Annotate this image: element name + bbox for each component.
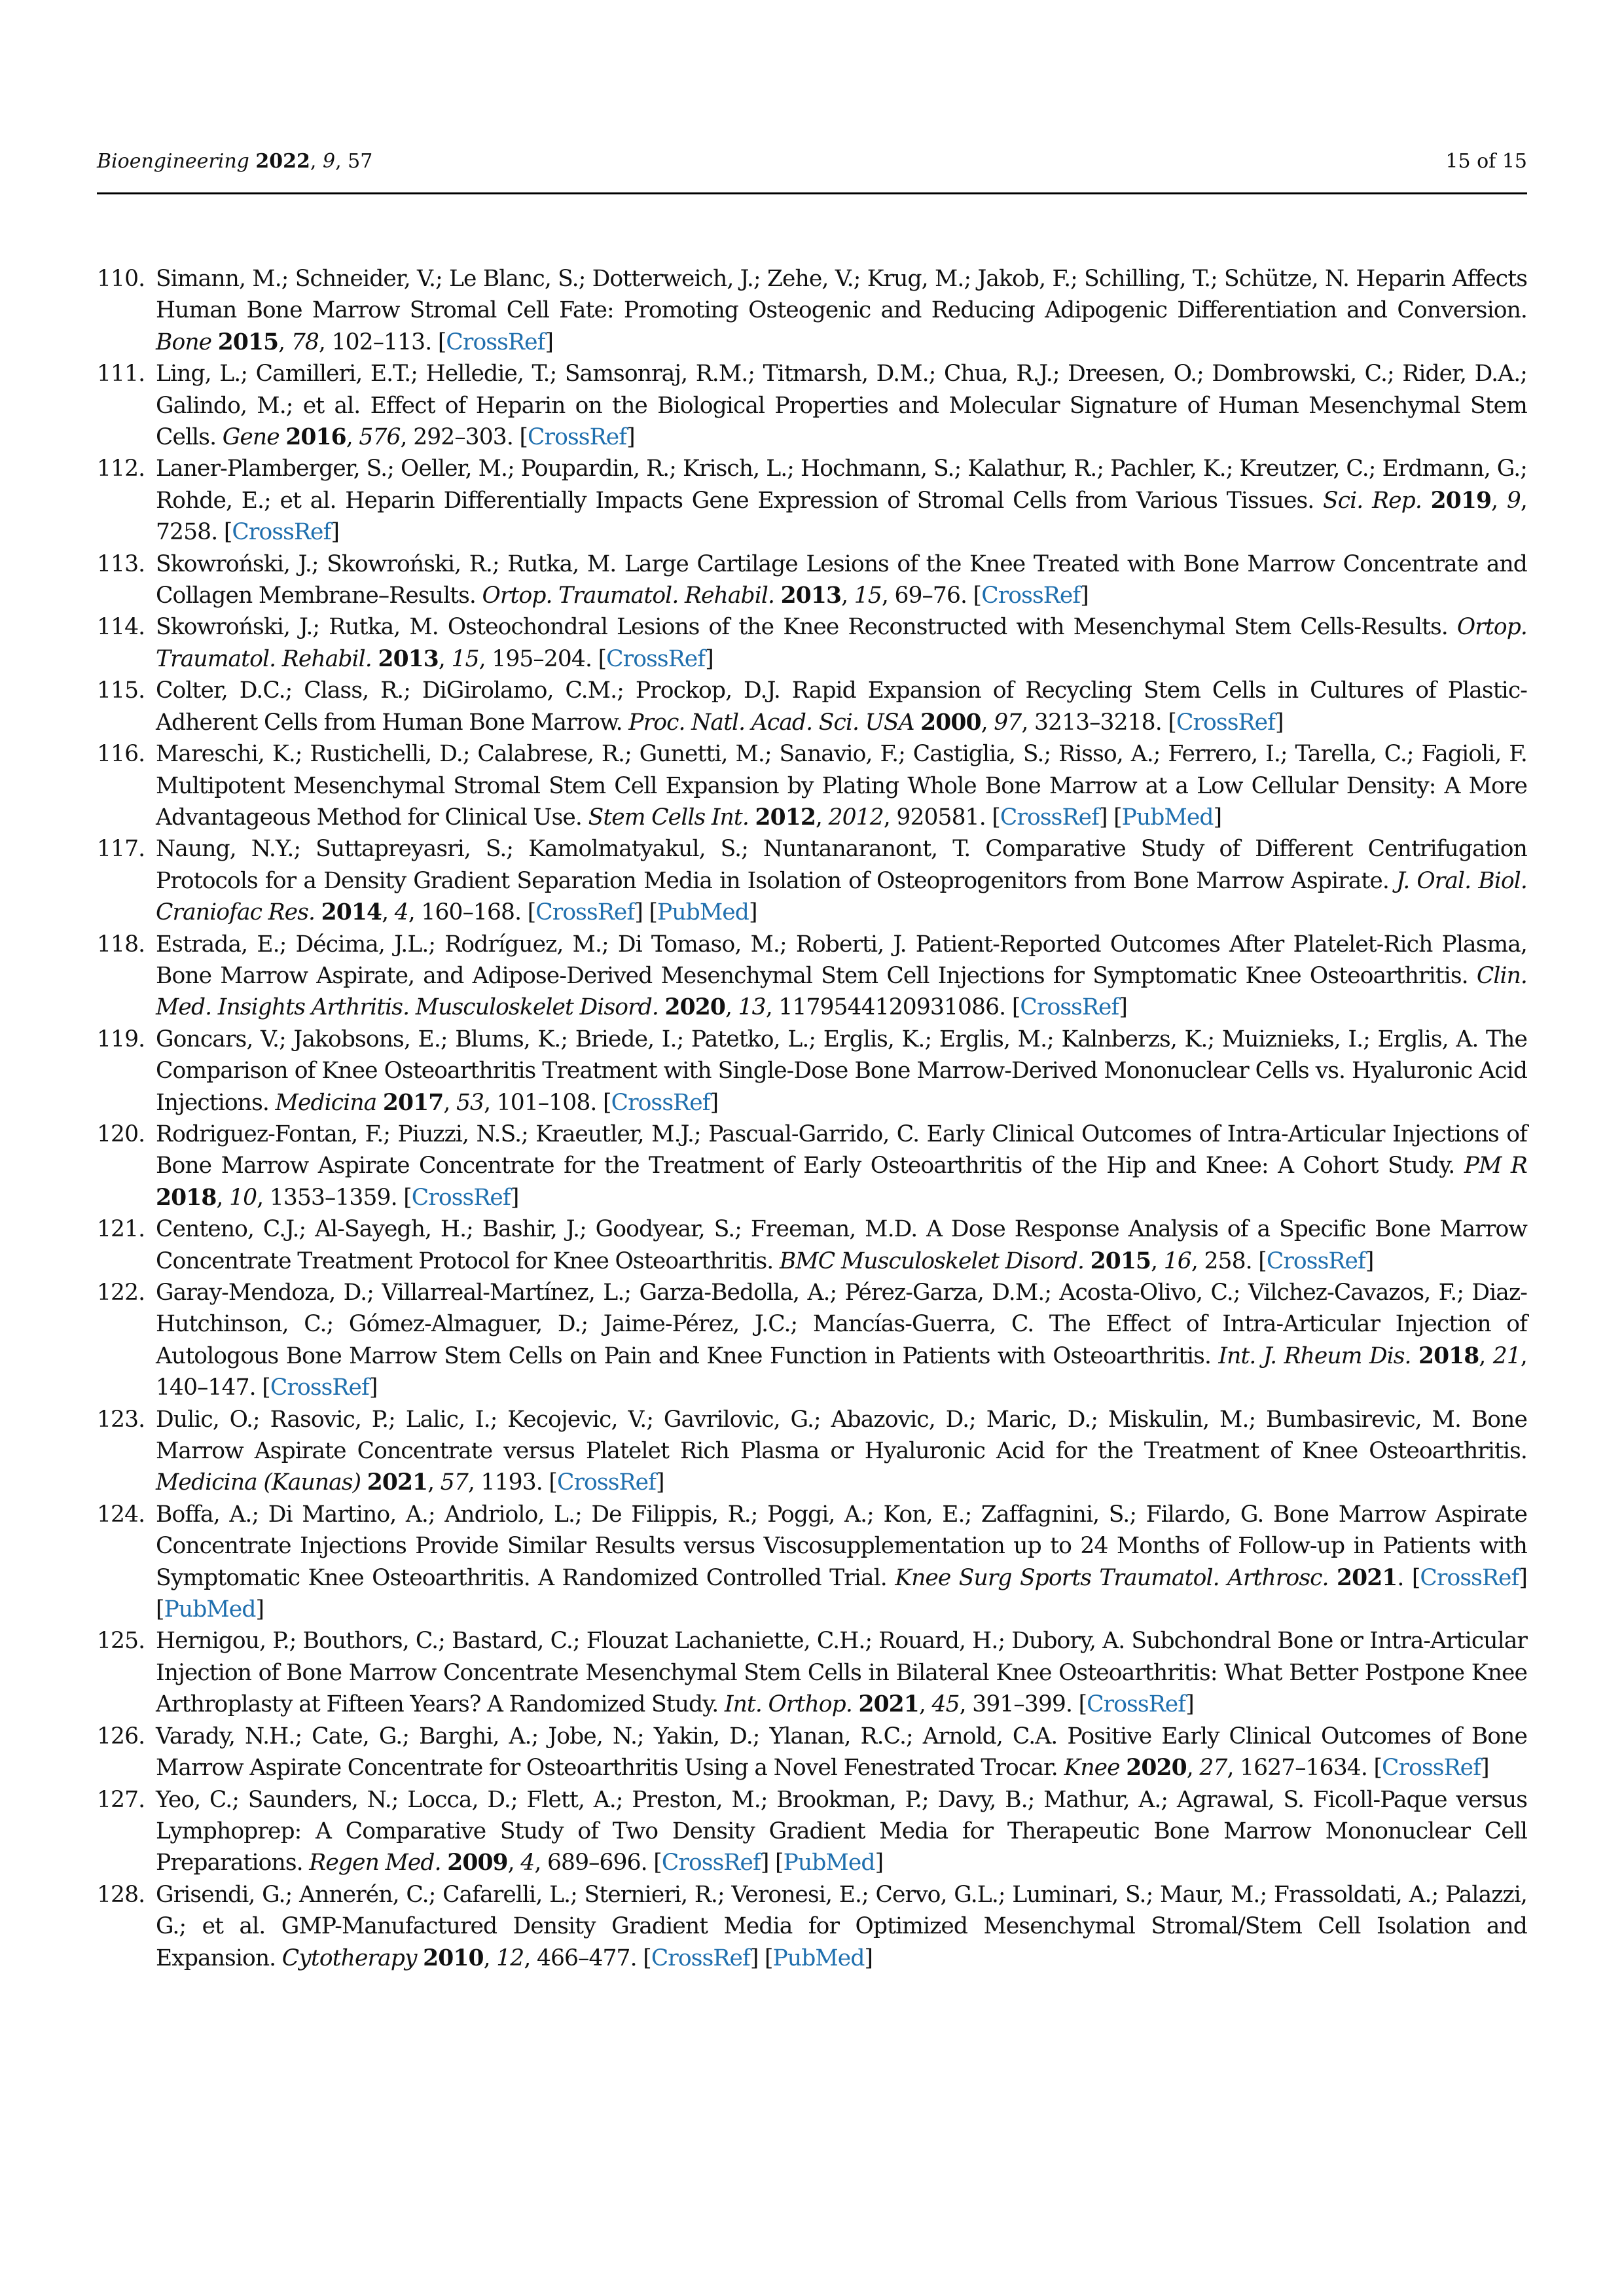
reference-text: Rodriguez-Fontan, F.; Piuzzi, N.S.; Kraeutler, M.J.; Pascual-Garrido, C. Early Clinical Outcomes of Intra-Articular Injections of Bone Marrow Aspirate Concentrate for the Treatment of Early Osteoarthritis of the Hip and Knee: A Cohort Study. — [156, 1121, 1527, 1179]
crossref-link[interactable]: CrossRef — [611, 1089, 710, 1116]
reference-volume: 21 — [1492, 1342, 1521, 1369]
reference-year: 2015 — [1090, 1247, 1151, 1274]
reference-journal: Ortop. Traumatol. Rehabil. — [482, 583, 775, 609]
reference-item: 119. Goncars, V.; Jakobsons, E.; Blums, K.; Briede, I.; Patetko, L.; Erglis, K.; Erglis, M.; Kalnberzs, K.; Muiznieks, I.; Erglis, A. The Comparison of Knee Osteoarthritis Treatment with Single-Dose Bone Marrow-Derived Mononuclear Cells vs. Hyaluronic Acid Injections. Medicina 2017, 53, 101–108. [CrossRef] — [97, 1024, 1527, 1119]
crossref-link[interactable]: CrossRef — [651, 1945, 750, 1971]
reference-year: 2020 — [1126, 1755, 1187, 1782]
reference-item: 125. Hernigou, P.; Bouthors, C.; Bastard, C.; Flouzat Lachaniette, C.H.; Rouard, H.; Dubory, A. Subchondral Bone or Intra-Articular Injection of Bone Marrow Concentrate Mesenchymal Stem Cells in Bilateral Knee Osteoarthritis: What Better Postpone Knee Arthroplasty at Fifteen Years? A Randomized Study. Int. Orthop. 2021, 45, 391–399. [CrossRef] — [97, 1625, 1527, 1720]
reference-year: 2013 — [780, 583, 842, 609]
pubmed-link[interactable]: PubMed — [783, 1850, 875, 1876]
reference-item: 113. Skowroński, J.; Skowroński, R.; Rutka, M. Large Cartilage Lesions of the Knee Treated with Bone Marrow Concentrate and Collagen Membrane–Results. Ortop. Traumatol. Rehabil. 2013, 15, 69–76. [CrossRef] — [97, 548, 1527, 612]
pubmed-link[interactable]: PubMed — [657, 899, 749, 926]
reference-year: 2014 — [321, 899, 382, 926]
reference-pages: 1193 — [480, 1469, 536, 1496]
crossref-link[interactable]: CrossRef — [1020, 994, 1119, 1021]
crossref-link[interactable]: CrossRef — [1176, 709, 1275, 736]
reference-journal: Medicina — [275, 1089, 377, 1116]
reference-number: 120. — [97, 1121, 145, 1147]
reference-volume: 4 — [394, 899, 408, 926]
reference-number: 124. — [97, 1501, 145, 1528]
crossref-link[interactable]: CrossRef — [1000, 804, 1099, 831]
crossref-link[interactable]: CrossRef — [232, 519, 331, 546]
reference-item: 127. Yeo, C.; Saunders, N.; Locca, D.; Flett, A.; Preston, M.; Brookman, P.; Davy, B.; Mathur, A.; Agrawal, S. Ficoll-Paque versus Lymphoprep: A Comparative Study of Two Density Gradient Media for Therapeutic Bone Marrow Mononuclear Cell Preparations. Regen Med. 2009, 4, 689–696. [CrossRef] [PubMed] — [97, 1784, 1527, 1879]
reference-pages: 1179544120931086 — [778, 994, 1000, 1021]
reference-pages: 466–477 — [536, 1945, 630, 1971]
journal-citation: Bioengineering 2022, 9, 57 — [97, 150, 373, 173]
reference-journal: Ortop. Traumatol. Rehabil. — [156, 614, 1527, 672]
reference-text: Yeo, C.; Saunders, N.; Locca, D.; Flett, A.; Preston, M.; Brookman, P.; Davy, B.; Mathur, A.; Agrawal, S. Ficoll-Paque versus Lymphoprep: A Comparative Study of Two Density Gradient Media for Therapeutic Bone Marrow Mononuclear Cell Preparations. — [156, 1786, 1527, 1876]
reference-pages: 69–76 — [894, 583, 961, 609]
reference-number: 115. — [97, 677, 145, 704]
reference-item: 110. Simann, M.; Schneider, V.; Le Blanc, S.; Dotterweich, J.; Zehe, V.; Krug, M.; Jakob, F.; Schilling, T.; Schütze, N. Heparin Affects Human Bone Marrow Stromal Cell Fate: Promoting Osteogenic and Reducing Adipogenic Differentiation and Conversion. Bone 2015, 78, 102–113. [CrossRef] — [97, 263, 1527, 358]
journal-volume: 9 — [323, 150, 336, 173]
crossref-link[interactable]: CrossRef — [1420, 1564, 1519, 1591]
reference-journal: PM R — [1464, 1153, 1527, 1179]
reference-text: Varady, N.H.; Cate, G.; Barghi, A.; Jobe, N.; Yakin, D.; Ylanan, R.C.; Arnold, C.A. Positive Early Clinical Outcomes of Bone Marrow Aspirate Concentrate for Osteoarthritis Using a Novel Fenestrated Trocar. — [156, 1723, 1527, 1782]
reference-number: 122. — [97, 1280, 145, 1306]
reference-pages: 7258 — [156, 519, 211, 546]
reference-text: Grisendi, G.; Annerén, C.; Cafarelli, L.; Sternieri, R.; Veronesi, E.; Cervo, G.L.; Luminari, S.; Maur, M.; Frassoldati, A.; Palazzi, G.; et al. GMP-Manufactured Density Gradient Media for Optimized Mesenchymal Stromal/Stem Cell Isolation and Expansion. — [156, 1881, 1527, 1971]
reference-pages: 195–204 — [492, 645, 585, 672]
reference-text: Skowroński, J.; Skowroński, R.; Rutka, M. Large Cartilage Lesions of the Knee Treated with Bone Marrow Concentrate and Collagen Membrane–Results. — [156, 550, 1527, 609]
crossref-link[interactable]: CrossRef — [535, 899, 635, 926]
reference-journal: Knee — [1064, 1755, 1120, 1782]
reference-list — [97, 263, 1527, 1974]
reference-pages: 689–696 — [547, 1850, 641, 1876]
reference-item: 126. Varady, N.H.; Cate, G.; Barghi, A.; Jobe, N.; Yakin, D.; Ylanan, R.C.; Arnold, C.A. Positive Early Clinical Outcomes of Bone Marrow Aspirate Concentrate for Osteoarthritis Using a Novel Fenestrated Trocar. Knee 2020, 27, 1627–1634. [CrossRef] — [97, 1721, 1527, 1784]
reference-text: Hernigou, P.; Bouthors, C.; Bastard, C.; Flouzat Lachaniette, C.H.; Rouard, H.; Dubory, A. Subchondral Bone or Intra-Articular Injection of Bone Marrow Concentrate Mesenchymal Stem Cells in Bilateral Knee Osteoarthritis: What Better Postpone Knee Arthroplasty at Fifteen Years? A Randomized Study. — [156, 1628, 1527, 1718]
reference-volume: 27 — [1199, 1755, 1227, 1782]
reference-journal: Knee Surg Sports Traumatol. Arthrosc. — [895, 1564, 1329, 1591]
reference-year: 2013 — [378, 645, 439, 672]
crossref-link[interactable]: CrossRef — [1266, 1247, 1365, 1274]
reference-pages: 101–108 — [496, 1089, 590, 1116]
reference-journal: Cytotherapy — [281, 1945, 417, 1971]
reference-volume: 4 — [520, 1850, 535, 1876]
reference-number: 123. — [97, 1406, 145, 1433]
reference-pages: 1353–1359 — [269, 1184, 391, 1211]
header-rule — [97, 192, 1527, 194]
reference-number: 116. — [97, 741, 145, 768]
reference-volume: 97 — [994, 709, 1022, 736]
reference-volume: 2012 — [828, 804, 884, 831]
reference-pages: 140–147 — [156, 1374, 249, 1401]
reference-volume: 9 — [1506, 487, 1521, 514]
reference-item: 114. Skowroński, J.; Rutka, M. Osteochondral Lesions of the Knee Reconstructed with Mesenchymal Stem Cells-Results. Ortop. Traumatol. Rehabil. 2013, 15, 195–204. [CrossRef] — [97, 611, 1527, 675]
crossref-link[interactable]: CrossRef — [1382, 1755, 1481, 1782]
reference-text: Dulic, O.; Rasovic, P.; Lalic, I.; Kecojevic, V.; Gavrilovic, G.; Abazovic, D.; Maric, D.; Miskulin, M.; Bumbasirevic, M. Bone Marrow Aspirate Concentrate versus Platelet Rich Plasma or Hyaluronic Acid for the Treatment of Knee Osteoarthritis. — [156, 1406, 1527, 1465]
reference-number: 110. — [97, 266, 145, 292]
reference-text: Mareschi, K.; Rustichelli, D.; Calabrese, R.; Gunetti, M.; Sanavio, F.; Castiglia, S.; Risso, A.; Ferrero, I.; Tarella, C.; Fagioli, F. Multipotent Mesenchymal Stromal Stem Cell Expansion by Plating Whole Bone Marrow at a Low Cellular Density: A More Advantageous Method for Clinical Use. — [156, 741, 1527, 831]
reference-number: 119. — [97, 1026, 145, 1052]
reference-number: 118. — [97, 931, 145, 958]
crossref-link[interactable]: CrossRef — [981, 583, 1081, 609]
reference-item: 121. Centeno, C.J.; Al-Sayegh, H.; Bashir, J.; Goodyear, S.; Freeman, M.D. A Dose Response Analysis of a Specific Bone Marrow Concentrate Treatment Protocol for Knee Osteoarthritis. BMC Musculoskelet Disord. 2015, 16, 258. [CrossRef] — [97, 1213, 1527, 1277]
reference-number: 128. — [97, 1881, 145, 1908]
reference-journal: Int. Orthop. — [724, 1691, 852, 1718]
reference-volume: 12 — [496, 1945, 524, 1971]
reference-pages: 1627–1634 — [1240, 1755, 1361, 1782]
reference-item: 120. Rodriguez-Fontan, F.; Piuzzi, N.S.; Kraeutler, M.J.; Pascual-Garrido, C. Early Clinical Outcomes of Intra-Articular Injections of Bone Marrow Aspirate Concentrate for the Treatment of Early Osteoarthritis of the Hip and Knee: A Cohort Study. PM R 2018, 10, 1353–1359. [CrossRef] — [97, 1119, 1527, 1213]
reference-year: 2019 — [1430, 487, 1492, 514]
reference-year: 2021 — [367, 1469, 428, 1496]
reference-text: Skowroński, J.; Rutka, M. Osteochondral Lesions of the Knee Reconstructed with Mesenchymal Stem Cells-Results. — [156, 614, 1448, 641]
reference-journal: Stem Cells Int. — [588, 804, 749, 831]
reference-number: 111. — [97, 361, 145, 387]
reference-volume: 13 — [738, 994, 766, 1021]
crossref-link[interactable]: CrossRef — [661, 1850, 761, 1876]
reference-volume: 15 — [451, 645, 479, 672]
reference-pages: 920581 — [896, 804, 979, 831]
reference-journal: J. Oral. Biol. Craniofac Res. — [156, 867, 1527, 926]
reference-journal: Proc. Natl. Acad. Sci. USA — [628, 709, 914, 736]
reference-year: 2021 — [858, 1691, 919, 1718]
reference-item: 115. Colter, D.C.; Class, R.; DiGirolamo, C.M.; Prockop, D.J. Rapid Expansion of Recycling Stem Cells in Cultures of Plastic-Adherent Cells from Human Bone Marrow. Proc. Natl. Acad. Sci. USA 2000, 97, 3213–3218. [CrossRef] — [97, 675, 1527, 738]
reference-item: 116. Mareschi, K.; Rustichelli, D.; Calabrese, R.; Gunetti, M.; Sanavio, F.; Castiglia, S.; Risso, A.; Ferrero, I.; Tarella, C.; Fagioli, F. Multipotent Mesenchymal Stromal Stem Cell Expansion by Plating Whole Bone Marrow at a Low Cellular Density: A More Advantageous Method for Clinical Use. Stem Cells Int. 2012, 2012, 920581. [CrossRef] [PubMed] — [97, 738, 1527, 833]
reference-year: 2012 — [755, 804, 816, 831]
reference-pages: 102–113 — [331, 329, 425, 355]
journal-year: 2022 — [255, 150, 310, 173]
crossref-link[interactable]: CrossRef — [446, 329, 545, 355]
reference-text: Naung, N.Y.; Suttapreyasri, S.; Kamolmatyakul, S.; Nuntanaranont, T. Comparative Study of Different Centrifugation Protocols for a Density Gradient Separation Media in Isolation of Osteoprogenitors from Bone Marrow Aspirate. — [156, 836, 1527, 894]
reference-volume: 16 — [1163, 1247, 1191, 1274]
reference-item: 117. Naung, N.Y.; Suttapreyasri, S.; Kamolmatyakul, S.; Nuntanaranont, T. Comparative Study of Different Centrifugation Protocols for a Density Gradient Separation Media in Isolation of Osteoprogenitors from Bone Marrow Aspirate. J. Oral. Biol. Craniofac Res. 2014, 4, 160–168. [CrossRef] [PubMed] — [97, 833, 1527, 928]
reference-number: 121. — [97, 1216, 145, 1243]
reference-pages: 160–168 — [421, 899, 515, 926]
reference-item: 122. Garay-Mendoza, D.; Villarreal-Martínez, L.; Garza-Bedolla, A.; Pérez-Garza, D.M.; Acosta-Olivo, C.; Vilchez-Cavazos, F.; Diaz-Hutchinson, C.; Gómez-Almaguer, D.; Jaime-Pérez, J.C.; Mancías-Guerra, C. The Effect of Intra-Articular Injection of Autologous Bone Marrow Stem Cells on Pain and Knee Function in Patients with Osteoarthritis. Int. J. Rheum Dis. 2018, 21, 140–147. [CrossRef] — [97, 1277, 1527, 1404]
reference-journal: Medicina (Kaunas) — [156, 1469, 361, 1496]
reference-journal: Regen Med. — [309, 1850, 441, 1876]
reference-year: 2018 — [156, 1184, 217, 1211]
reference-pages: 292–303 — [413, 424, 507, 451]
reference-item: 124. Boffa, A.; Di Martino, A.; Andriolo, L.; De Filippis, R.; Poggi, A.; Kon, E.; Zaffagnini, S.; Filardo, G. Bone Marrow Aspirate Concentrate Injections Provide Similar Results versus Viscosupplementation up to 24 Months of Follow-up in Patients with Symptomatic Knee Osteoarthritis. A Randomized Controlled Trial. Knee Surg Sports Traumatol. Arthrosc. 2021. [CrossRef] [PubMed] — [97, 1499, 1527, 1626]
reference-number: 125. — [97, 1628, 145, 1655]
pubmed-link[interactable]: PubMed — [164, 1596, 256, 1623]
reference-journal: Sci. Rep. — [1323, 487, 1422, 514]
reference-number: 117. — [97, 836, 145, 863]
reference-volume: 15 — [854, 583, 882, 609]
reference-text: Laner-Plamberger, S.; Oeller, M.; Poupardin, R.; Krisch, L.; Hochmann, S.; Kalathur, R.; Pachler, K.; Kreutzer, C.; Erdmann, G.; Rohde, E.; et al. Heparin Differentially Impacts Gene Expression of Stromal Cells from Various Tissues. — [156, 456, 1527, 514]
reference-journal: Clin. Med. Insights Arthritis. Musculoskelet Disord. — [156, 962, 1527, 1021]
reference-text: Colter, D.C.; Class, R.; DiGirolamo, C.M.; Prockop, D.J. Rapid Expansion of Recycling Stem Cells in Cultures of Plastic-Adherent Cells from Human Bone Marrow. — [156, 677, 1527, 736]
reference-year: 2021 — [1336, 1564, 1398, 1591]
pubmed-link[interactable]: PubMed — [772, 1945, 865, 1971]
reference-volume: 78 — [291, 329, 319, 355]
page-header — [97, 145, 1527, 178]
reference-volume: 57 — [440, 1469, 468, 1496]
reference-year: 2000 — [920, 709, 981, 736]
crossref-link[interactable]: CrossRef — [411, 1184, 511, 1211]
reference-volume: 10 — [229, 1184, 257, 1211]
reference-journal: Int. J. Rheum Dis. — [1218, 1342, 1411, 1369]
reference-journal: BMC Musculoskelet Disord. — [779, 1247, 1085, 1274]
reference-item: 128. Grisendi, G.; Annerén, C.; Cafarelli, L.; Sternieri, R.; Veronesi, E.; Cervo, G.L.; Luminari, S.; Maur, M.; Frassoldati, A.; Palazzi, G.; et al. GMP-Manufactured Density Gradient Media for Optimized Mesenchymal Stromal/Stem Cell Isolation and Expansion. Cytotherapy 2010, 12, 466–477. [CrossRef] [PubMed] — [97, 1879, 1527, 1974]
reference-number: 112. — [97, 456, 145, 482]
reference-journal: Gene — [222, 424, 280, 451]
reference-number: 126. — [97, 1723, 145, 1749]
reference-year: 2018 — [1418, 1342, 1479, 1369]
page-number: 15 of 15 — [1445, 150, 1527, 173]
reference-number: 114. — [97, 614, 145, 641]
reference-item: 111. Ling, L.; Camilleri, E.T.; Helledie, T.; Samsonraj, R.M.; Titmarsh, D.M.; Chua, R.J.; Dreesen, O.; Dombrowski, C.; Rider, D.A.; Galindo, M.; et al. Effect of Heparin on the Biological Properties and Molecular Signature of Human Mesenchymal Stem Cells. Gene 2016, 576, 292–303. [CrossRef] — [97, 358, 1527, 453]
reference-item: 123. Dulic, O.; Rasovic, P.; Lalic, I.; Kecojevic, V.; Gavrilovic, G.; Abazovic, D.; Maric, D.; Miskulin, M.; Bumbasirevic, M. Bone Marrow Aspirate Concentrate versus Platelet Rich Plasma or Hyaluronic Acid for the Treatment of Knee Osteoarthritis. Medicina (Kaunas) 2021, 57, 1193. [CrossRef] — [97, 1404, 1527, 1499]
reference-pages: 258 — [1204, 1247, 1246, 1274]
pubmed-link[interactable]: PubMed — [1121, 804, 1214, 831]
reference-year: 2015 — [217, 329, 279, 355]
reference-pages: 3213–3218 — [1034, 709, 1155, 736]
crossref-link[interactable]: CrossRef — [556, 1469, 656, 1496]
reference-year: 2010 — [423, 1945, 484, 1971]
reference-text: Boffa, A.; Di Martino, A.; Andriolo, L.; De Filippis, R.; Poggi, A.; Kon, E.; Zaffagnini, S.; Filardo, G. Bone Marrow Aspirate Concentrate Injections Provide Similar Results versus Viscosupplementation up to 24 Months of Follow-up in Patients with Symptomatic Knee Osteoarthritis. A Randomized Controlled Trial. — [156, 1501, 1527, 1591]
reference-pages: 391–399 — [972, 1691, 1066, 1718]
reference-number: 113. — [97, 550, 145, 577]
reference-text: Estrada, E.; Décima, J.L.; Rodríguez, M.; Di Tomaso, M.; Roberti, J. Patient-Reported Outcomes After Platelet-Rich Plasma, Bone Marrow Aspirate, and Adipose-Derived Mesenchymal Stem Cell Injections for Symptomatic Knee Osteoarthritis. — [156, 931, 1527, 989]
reference-year: 2020 — [664, 994, 725, 1021]
reference-text: Centeno, C.J.; Al-Sayegh, H.; Bashir, J.; Goodyear, S.; Freeman, M.D. A Dose Response Analysis of a Specific Bone Marrow Concentrate Treatment Protocol for Knee Osteoarthritis. — [156, 1216, 1527, 1274]
reference-volume: 53 — [456, 1089, 484, 1116]
journal-name: Bioengineering — [97, 150, 249, 173]
reference-text: Goncars, V.; Jakobsons, E.; Blums, K.; Briede, I.; Patetko, L.; Erglis, K.; Erglis, M.; Kalnberzs, K.; Muiznieks, I.; Erglis, A. The Comparison of Knee Osteoarthritis Treatment with Single-Dose Bone Marrow-Derived Mononuclear Cells vs. Hyaluronic Acid Injections. — [156, 1026, 1527, 1116]
reference-text: Garay-Mendoza, D.; Villarreal-Martínez, L.; Garza-Bedolla, A.; Pérez-Garza, D.M.; Acosta-Olivo, C.; Vilchez-Cavazos, F.; Diaz-Hutchinson, C.; Gómez-Almaguer, D.; Jaime-Pérez, J.C.; Mancías-Guerra, C. The Effect of Intra-Articular Injection of Autologous Bone Marrow Stem Cells on Pain and Knee Function in Patients with Osteoarthritis. — [156, 1280, 1527, 1369]
reference-year: 2017 — [382, 1089, 444, 1116]
reference-item: 112. Laner-Plamberger, S.; Oeller, M.; Poupardin, R.; Krisch, L.; Hochmann, S.; Kalathur, R.; Pachler, K.; Kreutzer, C.; Erdmann, G.; Rohde, E.; et al. Heparin Differentially Impacts Gene Expression of Stromal Cells from Various Tissues. Sci. Rep. 2019, 9, 7258. [CrossRef] — [97, 453, 1527, 548]
reference-volume: 576 — [359, 424, 401, 451]
reference-year: 2009 — [447, 1850, 508, 1876]
reference-year: 2016 — [285, 424, 346, 451]
reference-journal: Bone — [156, 329, 212, 355]
reference-text: Simann, M.; Schneider, V.; Le Blanc, S.; Dotterweich, J.; Zehe, V.; Krug, M.; Jakob, F.; Schilling, T.; Schütze, N. Heparin Affects Human Bone Marrow Stromal Cell Fate: Promoting Osteogenic and Reducing Adipogenic Differentiation and Conversion. — [156, 266, 1527, 324]
crossref-link[interactable]: CrossRef — [528, 424, 627, 451]
reference-volume: 45 — [931, 1691, 960, 1718]
crossref-link[interactable]: CrossRef — [606, 645, 706, 672]
crossref-link[interactable]: CrossRef — [1087, 1691, 1186, 1718]
journal-article-number: 57 — [348, 150, 373, 173]
reference-text: Ling, L.; Camilleri, E.T.; Helledie, T.; Samsonraj, R.M.; Titmarsh, D.M.; Chua, R.J.; Dreesen, O.; Dombrowski, C.; Rider, D.A.; Galindo, M.; et al. Effect of Heparin on the Biological Properties and Molecular Signature of Human Mesenchymal Stem Cells. — [156, 361, 1527, 451]
crossref-link[interactable]: CrossRef — [270, 1374, 369, 1401]
reference-item: 118. Estrada, E.; Décima, J.L.; Rodríguez, M.; Di Tomaso, M.; Roberti, J. Patient-Reported Outcomes After Platelet-Rich Plasma, Bone Marrow Aspirate, and Adipose-Derived Mesenchymal Stem Cell Injections for Symptomatic Knee Osteoarthritis. Clin. Med. Insights Arthritis. Musculoskelet Disord. 2020, 13, 1179544120931086. [CrossRef] — [97, 929, 1527, 1024]
reference-number: 127. — [97, 1786, 145, 1813]
